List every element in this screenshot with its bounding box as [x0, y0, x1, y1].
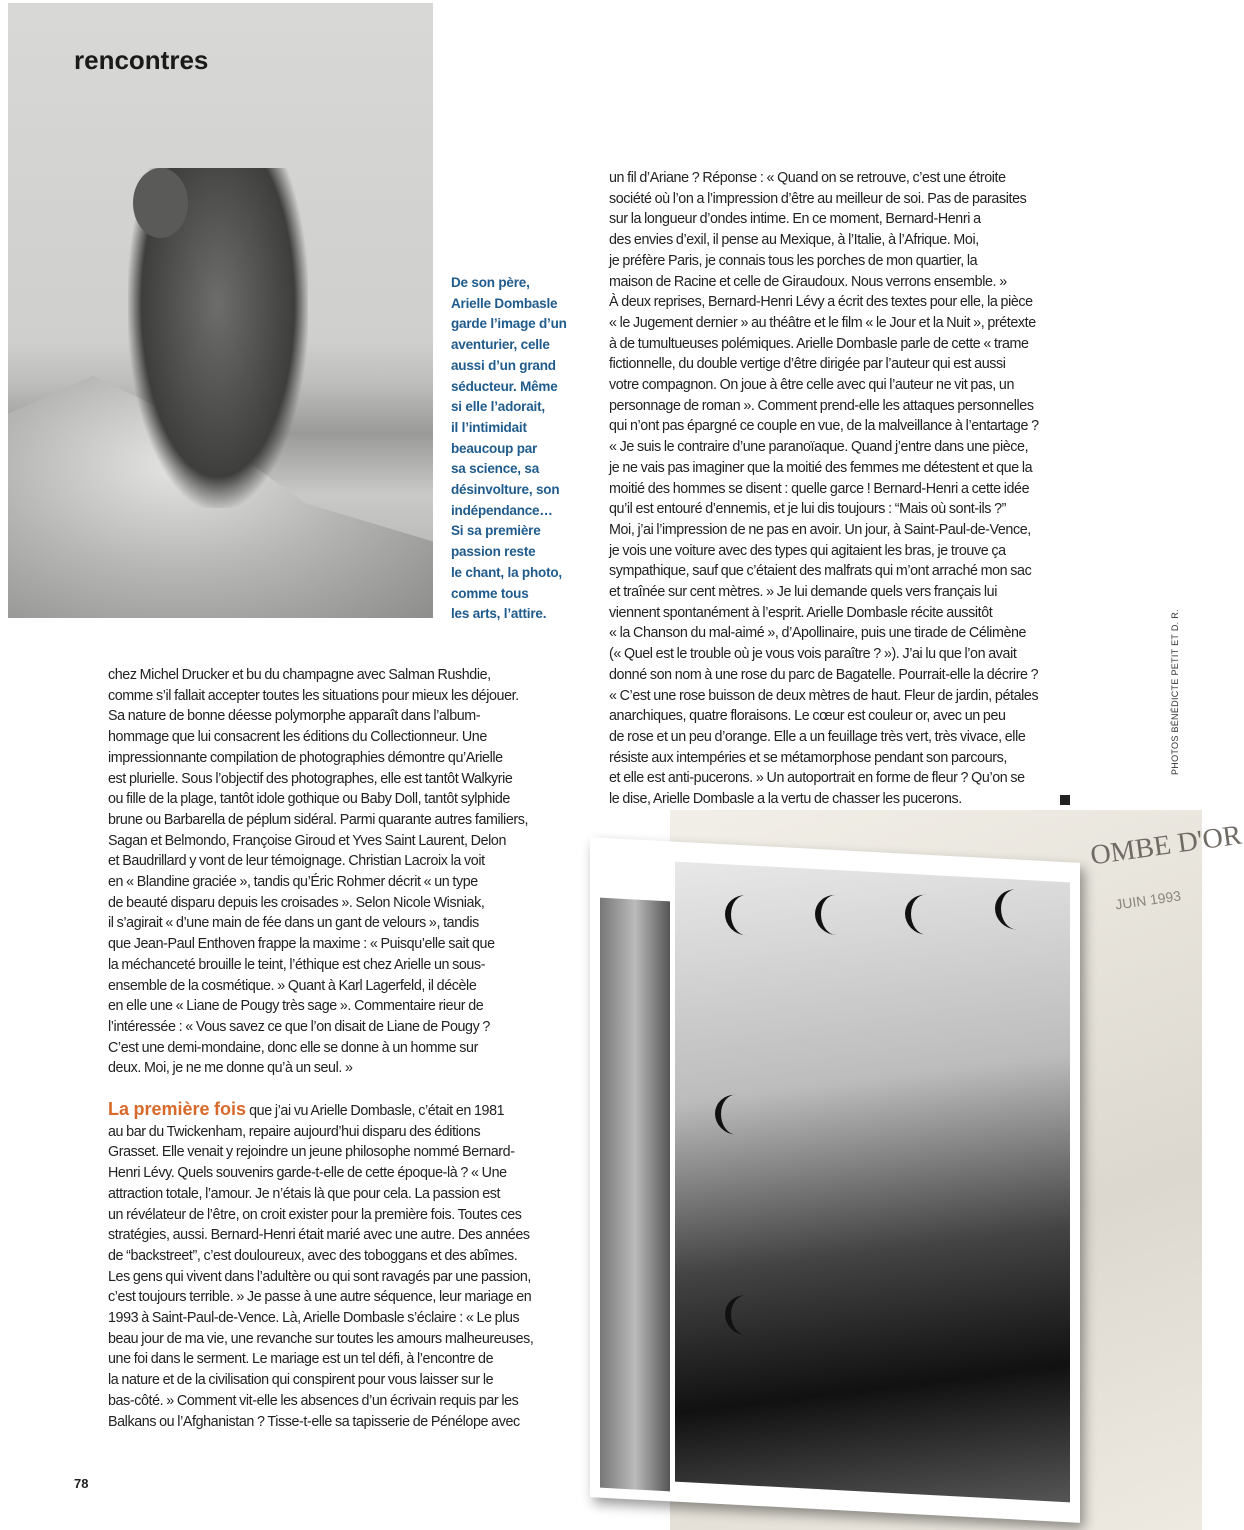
text-line: si elle l’adorait,	[451, 399, 545, 415]
text-line: et traînée sur cent mètres. » Je lui demande quels vers français lui	[609, 584, 997, 601]
text-line: anarchiques, quatre floraisons. Le cœur est couleur or, avec un peu	[609, 708, 1006, 725]
text-line: Moi, j’ai l’impression de ne pas en avoir. Un jour, à Saint-Paul-de-Vence,	[609, 521, 1031, 538]
text-line: comme s’il fallait accepter toutes les situations pour mieux les déjouer.	[108, 687, 519, 704]
text-line: la nature et de la civilisation qui conspirent pour vous laisser sur le	[108, 1372, 494, 1389]
text-line: un fil d’Ariane ? Réponse : « Quand on se retrouve, c’est une étroite	[609, 170, 1006, 186]
text-line: viennent spontanément à l’esprit. Arielle Dombasle récite aussitôt	[609, 604, 993, 621]
text-line: beau jour de ma vie, une revanche sur toutes les amours malheureuses,	[108, 1330, 534, 1347]
text-line: en « Blandine graciée », tandis qu’Éric Rohmer décrit « un type	[108, 874, 478, 891]
left-column-paragraph-1	[108, 665, 528, 1079]
text-span: que j’ai vu Arielle Dombasle, c’était en 1981	[246, 1103, 505, 1119]
text-line: stratégies, aussi. Bernard-Henri était marié avec une autre. Des années	[108, 1227, 530, 1244]
text-line: je ne vais pas imaginer que la moitié des femmes me détestent et que la	[609, 459, 1033, 476]
magazine-spread	[590, 837, 1080, 1523]
text-line: et Baudrillard y vont de leur témoignage. Christian Lacroix la voit	[108, 853, 485, 870]
text-line: une foi dans le serment. Le mariage est un tel défi, à l’encontre de	[108, 1351, 494, 1368]
text-line: c’est toujours terrible. » Je passe à une autre séquence, leur mariage en	[108, 1289, 532, 1306]
text-line: bas-côté. » Comment vit-elle les absences d’un écrivain requis par les	[108, 1392, 519, 1409]
text-line: l’intéressée : « Vous savez ce que l’on disait de Liane de Pougy ?	[108, 1018, 490, 1035]
text-line: Grasset. Elle venait y rejoindre un jeune philosophe nommé Bernard-	[108, 1144, 515, 1161]
text-line: deux. Moi, je ne me donne qu’à un seul. »	[108, 1060, 353, 1077]
text-line: la méchanceté brouille le teint, l’éthique est chez Arielle un sous-	[108, 956, 486, 973]
text-line: à de tumultueuses polémiques. Arielle Dombasle parle de cette « trame	[609, 335, 1029, 352]
magazine-left-page	[600, 898, 670, 1492]
text-line: et elle est anti-pucerons. » Un autoportrait en forme de fleur ? Qu’on se	[609, 770, 1025, 787]
text-line: Henri Lévy. Quels souvenirs garde-t-elle de cette époque-là ? « Une	[108, 1165, 507, 1182]
text-line: personnage de roman ». Comment prend-elle les attaques personnelles	[609, 397, 1034, 414]
mirror-light	[815, 894, 857, 936]
text-line: sur la longueur d’ondes intime. En ce moment, Bernard-Henri a	[609, 211, 981, 228]
text-line: brune ou Barbarella de péplum sidéral. Parmi quarante autres familiers,	[108, 811, 529, 828]
paper-date: JUIN 1993	[1114, 887, 1182, 913]
section-title: rencontres	[74, 45, 209, 75]
text-line: beaucoup par	[451, 440, 538, 456]
open-magazine-photo	[590, 810, 1244, 1530]
lead-in: La première fois	[108, 1099, 247, 1119]
text-line: qu’il est entouré d’ennemis, et je lui dis toujours : “Mais où sont-ils ?”	[609, 501, 1006, 518]
text-line: 1993 à Saint-Paul-de-Vence. Là, Arielle Dombasle s’éclaire : « Le plus	[108, 1310, 520, 1327]
text-line: votre compagnon. On joue à être celle avec qui l’auteur ne vit pas, un	[609, 377, 1014, 394]
text-line: aussi d’un grand	[451, 357, 556, 373]
text-line: chez Michel Drucker et bu du champagne avec Salman Rushdie,	[108, 667, 491, 683]
text-line: résiste aux intempéries et se métamorphose pendant son parcours,	[609, 749, 1007, 766]
text-line: des envies d’exil, il pense au Mexique, à l’Italie, à l’Afrique. Moi,	[609, 232, 979, 249]
text-line: hommage que lui consacrent les éditions du Collectionneur. Une	[108, 729, 487, 746]
text-line: sa science, sa	[451, 461, 540, 477]
man-head	[133, 168, 188, 238]
text-line: je préfère Paris, je connais tous les porches de mon quartier, la	[609, 252, 978, 269]
text-line	[108, 1099, 533, 1122]
text-line: « la Chanson du mal-aimé », d’Apollinaire, puis une tirade de Célimène	[609, 625, 1027, 642]
mirror-light	[905, 894, 947, 936]
text-line: de beauté disparu depuis les croisades ». Selon Nicole Wisniak,	[108, 894, 485, 911]
text-line: les arts, l’attire.	[451, 606, 547, 622]
mirror-light	[995, 888, 1037, 930]
text-line: Sa nature de bonne déesse polymorphe apparaît dans l’album-	[108, 708, 481, 725]
text-line: société où l’on a l’impression d’être au meilleur de soi. Pas de parasites	[609, 190, 1027, 207]
text-line: garde l’image d’un	[451, 316, 567, 332]
text-line: Les gens qui vivent dans l’adultère ou qui sont ravagés par une passion,	[108, 1268, 532, 1285]
text-line: indépendance…	[451, 502, 553, 518]
text-line: comme tous	[451, 585, 529, 601]
text-line: en elle une « Liane de Pougy très sage ». Commentaire rieur de	[108, 998, 484, 1015]
text-line: qui n’ont pas épargné ce couple en vue, de la malveillance à l’entartage ?	[609, 418, 1039, 435]
text-line: il s’agirait « d’une main de fée dans un gant de velours », tandis	[108, 915, 479, 932]
vintage-photo-man-on-rock	[8, 3, 433, 618]
text-line: Arielle Dombasle	[451, 295, 558, 311]
mirror-light	[725, 894, 767, 936]
text-line: que Jean-Paul Enthoven frappe la maxime : « Puisqu’elle sait que	[108, 936, 495, 953]
text-line: séducteur. Même	[451, 378, 558, 394]
text-line: je vois une voiture avec des types qui agitaient les bras, je trouve ça	[609, 542, 1006, 559]
page-number: 78	[74, 1476, 89, 1491]
end-mark	[1060, 795, 1070, 805]
text-line: attraction totale, l’amour. Je n’étais là que pour cela. La passion est	[108, 1185, 501, 1202]
right-column-text	[609, 168, 1039, 810]
text-line: sympathique, sauf que c’étaient des malfrats qui m’ont arraché mon sac	[609, 563, 1032, 580]
text-line: est plurielle. Sous l’objectif des photographes, elle est tantôt Walkyrie	[108, 770, 513, 787]
text-line: À deux reprises, Bernard-Henri Lévy a écrit des textes pour elle, la pièce	[609, 294, 1033, 311]
text-line: au bar du Twickenham, repaire aujourd’hui disparu des éditions	[108, 1123, 481, 1140]
text-line: « Je suis le contraire d’une paranoïaque. Quand j’entre dans une pièce,	[609, 439, 1029, 456]
mirror-light	[715, 1094, 757, 1136]
mirror-light	[725, 1294, 767, 1336]
text-line: « le Jugement dernier » au théâtre et le film « le Jour et la Nuit », prétexte	[609, 314, 1036, 331]
text-line: il l’intimidait	[451, 419, 527, 435]
text-line: de “backstreet”, c’est douloureux, avec des toboggans et des abîmes.	[108, 1247, 518, 1264]
text-line: ou fille de la plage, tantôt idole gothique ou Baby Doll, tantôt sylphide	[108, 791, 510, 808]
text-line: ensemble de la cosmétique. » Quant à Karl Lagerfeld, il décèle	[108, 977, 477, 994]
text-line: C’est une demi-mondaine, donc elle se donne à un homme sur	[108, 1039, 478, 1056]
text-line: « C’est une rose buisson de deux mètres de haut. Fleur de jardin, pétales	[609, 687, 1039, 704]
text-line: fictionnelle, du double vertige d’être dirigée par l’auteur qui est aussi	[609, 356, 1006, 373]
text-line: Sagan et Belmondo, Françoise Giroud et Yves Saint Laurent, Delon	[108, 832, 507, 849]
photo-credit: PHOTOS BÉNÉDICTE PETIT ET D. R.	[1170, 609, 1180, 775]
text-line: (« Quel est le trouble où je vous vois paraître ? »). J’ai lu que l’on avait	[609, 646, 1017, 663]
text-line: donné son nom à une rose du parc de Bagatelle. Pourrait-elle la décrire ?	[609, 666, 1039, 683]
text-line: passion reste	[451, 544, 536, 560]
text-line: maison de Racine et celle de Giraudoux. Nous verrons ensemble. »	[609, 273, 1007, 290]
text-line: De son père,	[451, 275, 530, 290]
text-line: Balkans ou l’Afghanistan ? Tisse-t-elle sa tapisserie de Pénélope avec	[108, 1413, 520, 1430]
text-line: le dise, Arielle Dombasle a la vertu de chasser les pucerons.	[609, 791, 962, 808]
text-line: impressionnante compilation de photographies démontre qu’Arielle	[108, 749, 503, 766]
photo-caption	[451, 273, 567, 625]
text-line: désinvolture, son	[451, 482, 560, 498]
text-line: de rose et un peu d’orange. Elle a un feuillage très vert, très vivace, elle	[609, 728, 1026, 745]
text-line: un révélateur de l’être, on croit exister pour la première fois. Toutes ces	[108, 1206, 522, 1223]
text-line: le chant, la photo,	[451, 564, 562, 580]
text-line: aventurier, celle	[451, 337, 550, 353]
left-column-paragraph-2	[108, 1099, 533, 1432]
woman-with-camera-photo	[675, 862, 1070, 1503]
paper-title: OMBE D'OR	[1088, 819, 1244, 872]
text-line: Si sa première	[451, 523, 541, 539]
text-line: moitié des hommes se disent : quelle garce ! Bernard-Henri a cette idée	[609, 480, 1030, 497]
